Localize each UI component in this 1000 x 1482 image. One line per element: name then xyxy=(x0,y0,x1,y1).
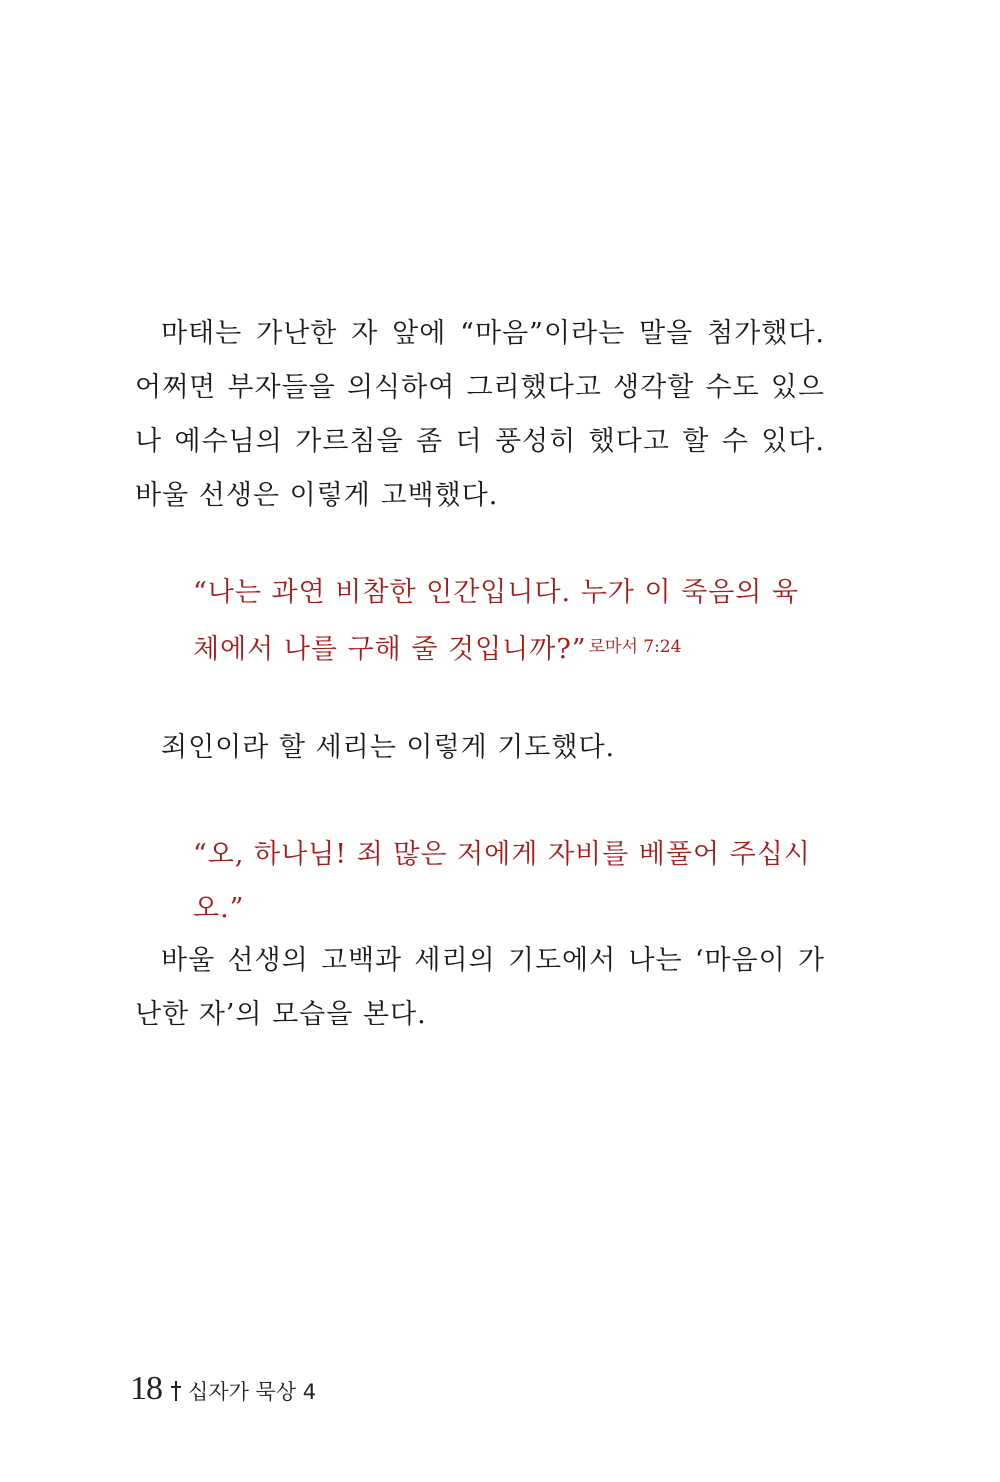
cross-icon xyxy=(171,1381,181,1401)
prayer-quote: “오, 하나님! 죄 많은 저에게 자비를 베풀어 주십시오.” xyxy=(193,839,811,924)
scripture-quote-text: “나는 과연 비참한 인간입니다. 누가 이 죽음의 육체에서 나를 구해 줄 것입니까?” xyxy=(193,577,800,665)
page-number: 18 xyxy=(130,1370,162,1407)
body-paragraph: 죄인이라 할 세리는 이렇게 기도했다. xyxy=(161,732,616,763)
scripture-quote xyxy=(193,566,813,677)
page-footer xyxy=(130,1370,316,1410)
book-title: 십자가 묵상 4 xyxy=(188,1380,317,1404)
body-paragraph: 마태는 가난한 자 앞에 “마음”이라는 말을 첨가했다. 어쩌면 부자들을 의식하여 그리했다고 생각할 수도 있으나 예수님의 가르침을 좀 더 풍성히 했다고 할 수 있다. 바울 선생은 이렇게 고백했다. xyxy=(135,318,825,511)
scripture-reference: 로마서 7:24 xyxy=(588,637,682,657)
body-paragraph: 바울 선생의 고백과 세리의 기도에서 나는 ‘마음이 가난한 자’의 모습을 본다. xyxy=(135,945,825,1030)
